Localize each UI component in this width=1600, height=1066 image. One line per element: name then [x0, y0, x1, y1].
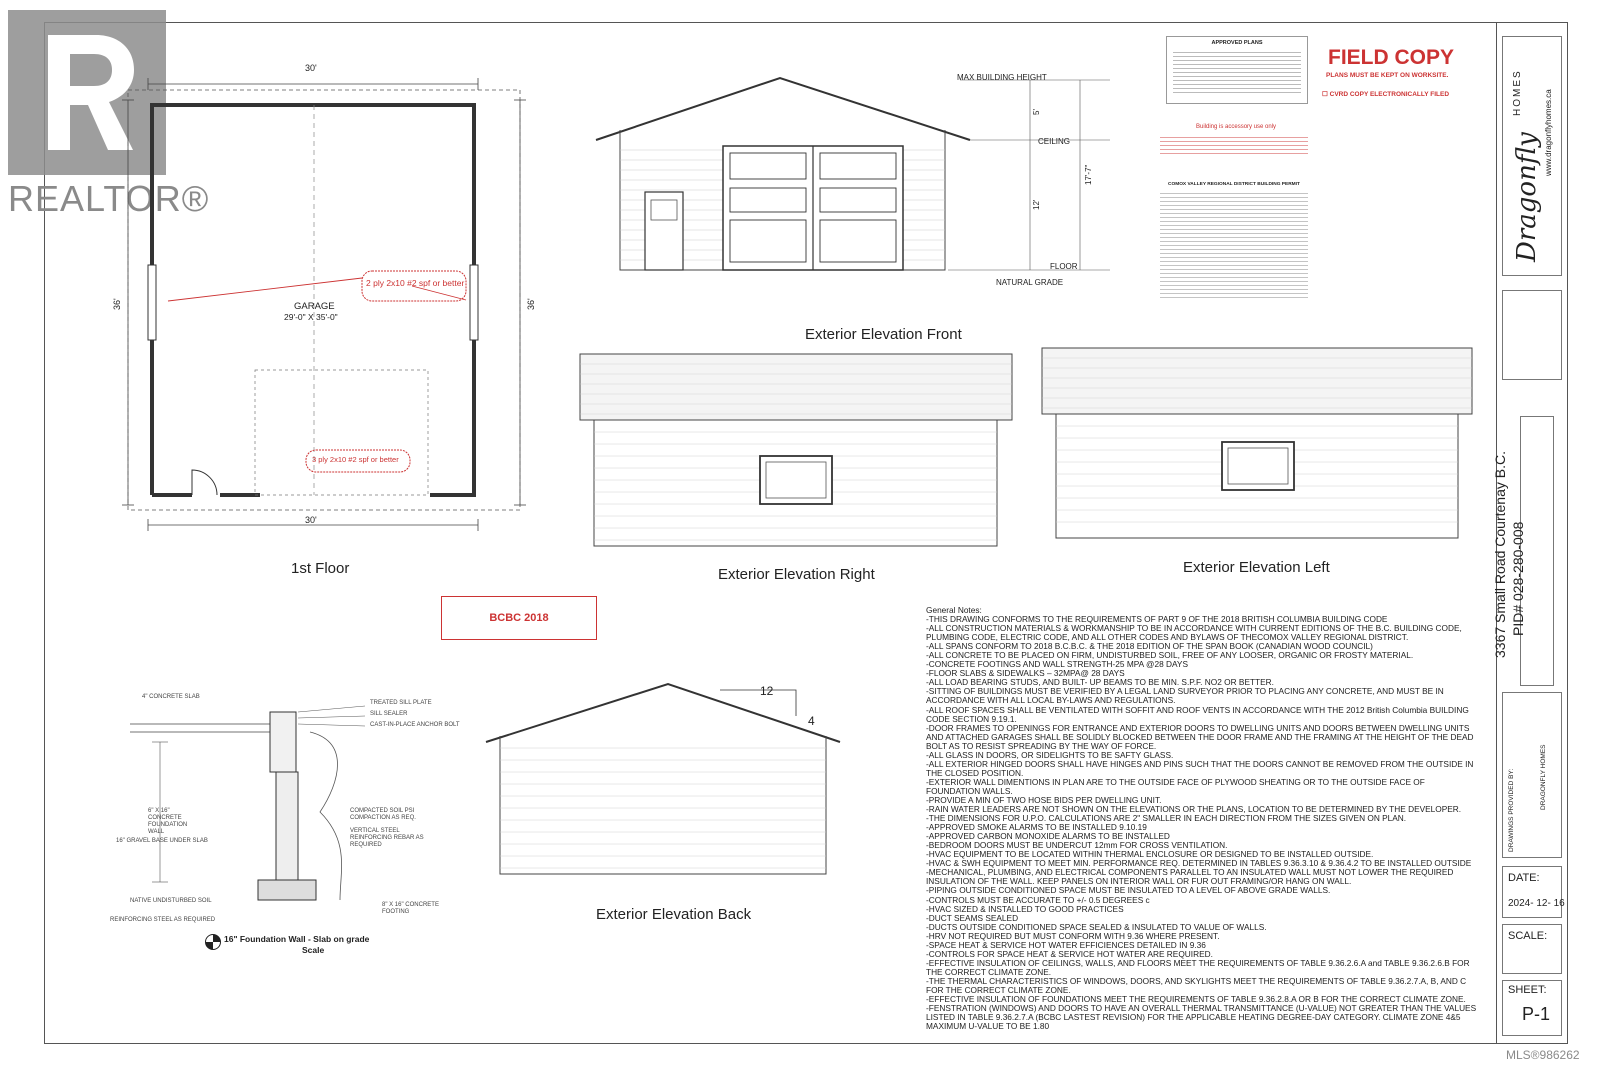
code-badge: BCBC 2018 — [441, 596, 597, 640]
floor-dim-left: 36' — [112, 298, 122, 310]
label-footing: 8" X 16" CONCRETE FOOTING — [382, 902, 439, 915]
note-item: -HVAC & SWH EQUIPMENT TO MEET MIN. PERFORMANCE REQ. DETERMINED IN TABLES 9.36.3.10 & 9.36.4.2 TO BE INSTALLED OUTSIDE — [926, 858, 1472, 869]
company-logo: Dragonfly — [1512, 132, 1542, 262]
mls-number: MLS®986262 — [1506, 1048, 1580, 1062]
ceiling-label: CEILING — [1038, 137, 1071, 146]
beam-note-1: 2 ply 2x10 #2 spf or better — [366, 278, 465, 288]
label-compacted: COMPACTED SOIL PSI COMPACTION AS REQ. — [350, 808, 416, 821]
right-elevation-drawing — [578, 352, 1018, 552]
right-elevation-caption: Exterior Elevation Right — [718, 566, 875, 583]
note-item: -SPACE HEAT & SERVICE HOT WATER EFFICIENCES DETAILED IN 9.36 — [926, 939, 1206, 950]
label-sill-sealer: SILL SEALER — [370, 711, 408, 717]
note-item: -ALL CONCRETE TO BE PLACED ON FIRM, UNDISTURBED SOIL, FREE OF ANY LOOSER, ORGANIC OR FROSTY MATERIAL. — [926, 650, 1414, 661]
foundation-scale: Scale — [302, 945, 325, 955]
note-item: -APPROVED CARBON MONOXIDE ALARMS TO BE INSTALLED — [926, 831, 1170, 842]
general-notes — [926, 606, 1478, 1031]
realtor-brand-text: REALTOR® — [8, 178, 210, 219]
note-item: -CONTROLS FOR SPACE HEAT & SERVICE HOT WATER ARE REQUIRED. — [926, 948, 1213, 959]
note-item: -DUCTS OUTSIDE CONDITIONED SPACE SEALED & INSULATED TO VALUE OF WALLS. — [926, 921, 1267, 932]
note-item: -THE THERMAL CHARACTERISTICS OF WINDOWS, DOORS, AND SKYLIGHTS MEET THE REQUIREMENTS OF TABLE 9.36.2.7.A, B, AND C FOR THE CORRECT CLIMATE ZONE. — [926, 975, 1467, 995]
note-item: -ALL EXTERIOR HINGED DOORS SHALL HAVE HINGES AND PINS SUCH THAT THE DOORS CANNOT BE REMOVED FROM THE OUTSIDE IN THE CLOSED POSITION. — [926, 758, 1474, 778]
front-elevation-caption: Exterior Elevation Front — [805, 326, 962, 343]
dim-total: 17'-7" — [1084, 164, 1093, 185]
company-website: www.dragonflyhomes.ca — [1544, 89, 1553, 176]
note-item: -HVAC SIZED & INSTALLED TO GOOD PRACTICES — [926, 903, 1124, 914]
back-elevation-caption: Exterior Elevation Back — [596, 906, 752, 923]
company-logo-sub: HOMES — [1512, 69, 1523, 116]
room-name: GARAGE — [294, 301, 335, 312]
blank-cell — [1502, 290, 1562, 380]
note-item: -ALL CONSTRUCTION MATERIALS & WORKMANSHIP TO BE IN ACCORDANCE WITH CURRENT EDITIONS OF THE B.C. BUILDING CODE, PLUMBING CODE, ELECTRIC CODE, AND ALL OTHER CODES AND BYLAWS OF THECOMOX VALLEY REGIONAL DISTRICT. — [926, 623, 1462, 643]
note-item: -DOOR FRAMES TO OPENINGS FOR ENTRANCE AND EXTERIOR DOORS TO DWELLING UNITS AND DOORS BETWEEN DWELLING UNITS AND ATTACHED GARAGES SHALL BE SOLIDLY BLOCKED BETWEEN THE DOOR FRAME AND THE FRAMING AT THE HEIGHT OF THE DEAD BOLT AS TO RESIST SPREADING BY THE WAY OF FORCE. — [926, 722, 1474, 751]
note-item: -THE DIMENSIONS FOR U.P.O. CALCULATIONS ARE 2" SMALLER IN EACH DIRECTION FROM THE SIZES GIVEN ON PLAN. — [926, 813, 1407, 824]
front-elevation-drawing — [590, 70, 1110, 290]
permit-title: COMOX VALLEY REGIONAL DISTRICT BUILDING PERMIT — [1168, 182, 1300, 187]
permit-text-block — [1160, 190, 1308, 298]
accessory-note: Building is accessory use only — [1196, 124, 1277, 130]
note-item: -HVAC EQUIPMENT TO BE LOCATED WITHIN THERMAL ENCLOSURE OR DESIGNED TO BE INSTALLED OUTSIDE. — [926, 849, 1374, 860]
label-vertical-steel: VERTICAL STEEL REINFORCING REBAR AS REQUIRED — [350, 828, 424, 848]
label-slab: 4" CONCRETE SLAB — [142, 694, 200, 700]
note-item: -DUCT SEAMS SEALED — [926, 912, 1019, 923]
floor-dim-right: 36' — [526, 298, 536, 310]
note-item: -SITTING OF BUILDINGS MUST BE VERIFIED BY A LEGAL LAND SURVEYOR PRIOR TO PLACING ANY CONCRETE, AND MUST BE IN ACCORDANCE WITH ALL LOCAL BY-LAWS AND REGULATIONS. — [926, 686, 1444, 706]
dim-12: 12' — [1032, 199, 1041, 210]
note-item: -ALL SPANS CONFORM TO 2018 B.C.B.C. & THE 2018 EDITION OF THE SPAN BOOK (CANADIAN WOOD COUNCIL) — [926, 641, 1373, 652]
field-copy-sub: PLANS MUST BE KEPT ON WORKSITE. — [1326, 72, 1449, 79]
foundation-title: 16" Foundation Wall - Slab on grade — [224, 934, 370, 944]
date-label: DATE: — [1508, 872, 1540, 884]
drawings-by-label: DRAWINGS PROVIDED BY: — [1508, 768, 1515, 852]
note-item: -RAIN WATER LEADERS ARE NOT SHOWN ON THE ELEVATIONS OR THE PLANS, LOCATION TO BE DETERMINED BY THE DEVELOPER. — [926, 804, 1462, 815]
label-sill-plate: TREATED SILL PLATE — [370, 700, 432, 706]
sheet-label: SHEET: — [1508, 984, 1547, 996]
label-native-soil: NATIVE UNDISTURBED SOIL — [130, 898, 212, 904]
floor-dim-bottom: 30' — [305, 515, 317, 525]
sheet-value: P-1 — [1522, 1004, 1551, 1024]
floor-label: FLOOR — [1050, 262, 1078, 271]
note-item: -BEDROOM DOORS MUST BE UNDERCUT 12mm FOR CROSS VENTILATION. — [926, 840, 1228, 851]
label-anchor: CAST-IN-PLACE ANCHOR BOLT — [370, 722, 460, 728]
approved-plans-stamp — [1166, 36, 1308, 104]
date-value: 2024- 12- 16 — [1508, 898, 1565, 909]
note-item: -ALL GLASS IN DOORS, OR SIDELIGHTS TO BE SAFTY GLASS. — [926, 749, 1174, 760]
note-item: -MECHANICAL, PLUMBING, AND ELECTRICAL COMPONENTS PARALLEL TO AN INSULATED WALL MUST NOT LOWER THE REQUIRED INSULATION OF THE WALL. KEEP PANELS ON INTERIOR WALL OR FUR OUT FRAMING/OR HANG ON WALL. — [926, 867, 1454, 887]
note-item: -CONTROLS MUST BE ACCURATE TO +/- 0.5 DEGREES c — [926, 894, 1150, 905]
note-item: -EXTERIOR WALL DIMENTIONS IN PLAN ARE TO THE OUTSIDE FACE OF PLYWOOD SHEATING OR TO THE OUTSIDE FACE OF FOUNDATION WALLS. — [926, 776, 1425, 796]
left-elevation-caption: Exterior Elevation Left — [1183, 559, 1330, 576]
label-foundation-wall: 6" X 16" CONCRETE FOUNDATION WALL — [148, 808, 188, 835]
drawings-by-value: DRAGONFLY HOMES — [1540, 744, 1547, 810]
pitch-run: 12 — [760, 684, 774, 698]
dim-5: 5' — [1032, 109, 1041, 115]
left-elevation-drawing — [1040, 346, 1480, 546]
note-item: -HRV NOT REQUIRED BUT MUST CONFORM WITH 9.36 WHERE PRESENT. — [926, 930, 1220, 941]
label-gravel: 16" GRAVEL BASE UNDER SLAB — [116, 838, 208, 844]
project-address: 3367 Small Road Courtenay B.C. — [1492, 451, 1508, 658]
note-item: -ALL LOAD BEARING STUDS, AND BUILT- UP BEAMS TO BE MIN. S.P.F. NO2 OR BETTER. — [926, 677, 1274, 688]
note-item: -PIPING OUTSIDE CONDITIONED SPACE MUST BE INSULATED TO A LEVEL OF ABOVE GRADE WALLS. — [926, 885, 1331, 896]
cvrd-checkbox: ☐ CVRD COPY ELECTRONICALLY FILED — [1322, 91, 1450, 98]
accessory-text-block — [1160, 134, 1308, 156]
note-item: -EFFECTIVE INSULATION OF CEILINGS, WALLS, AND FLOORS MEET THE REQUIREMENTS OF TABLE 9.36.2.6.A and TABLE 9.36.2.6.B FOR THE CORRECT CLIMATE ZONE. — [926, 957, 1470, 977]
note-item: -APPROVED SMOKE ALARMS TO BE INSTALLED 9.10.19 — [926, 822, 1147, 833]
back-elevation-drawing — [480, 676, 860, 880]
pitch-rise: 4 — [808, 714, 815, 728]
beam-note-2: 3 ply 2x10 #2 spf or better — [312, 455, 399, 464]
note-item: -EFFECTIVE INSULATION OF FOUNDATIONS MEET THE REQUIREMENTS OF TABLE 9.36.2.8.A OR B FOR THE CORRECT CLIMATE ZONE. — [926, 994, 1466, 1005]
approved-title: APPROVED PLANS — [1211, 40, 1263, 46]
grade-label: NATURAL GRADE — [996, 278, 1064, 287]
general-notes-heading: General Notes: — [926, 605, 982, 615]
note-item: -PROVIDE A MIN OF TWO HOSE BIDS PER DWELLING UNIT. — [926, 794, 1162, 805]
note-item: -THIS DRAWING CONFORMS TO THE REQUIREMENTS OF PART 9 OF THE 2018 BRITISH COLUMBIA BUILDING CODE — [926, 614, 1388, 625]
note-item: -FLOOR SLABS & SIDEWALKS – 32MPA@ 28 DAYS — [926, 668, 1125, 679]
room-size: 29'-0" X 35'-0" — [284, 312, 338, 322]
project-pid: PID# 028-280-008 — [1510, 521, 1526, 636]
note-item: -CONCRETE FOOTINGS AND WALL STRENGTH-25 MPA @28 DAYS — [926, 659, 1188, 670]
section-marker-icon — [205, 934, 221, 950]
floor-plan-caption: 1st Floor — [291, 560, 350, 577]
field-copy-title: FIELD COPY — [1328, 46, 1455, 69]
max-height-label: MAX BUILDING HEIGHT — [957, 73, 1047, 82]
note-item: -FENSTRATION (WINDOWS) AND DOORS TO HAVE AN OVERALL THERMAL TRANSMITTANCE (U-VALUE) NOT GREATER THAN THE VALUES LISTED IN TABLE 9.36.2.7.A (BCBC LASTEST REVISION) FOR THE APPLICABLE HEATING DEGREE-DAY CATEGORY. CLIMATE ZONE 4&5 MAXIMUM U-VALUE TO BE 1.80 — [926, 1003, 1477, 1032]
note-item: -ALL ROOF SPACES SHALL BE VENTILATED WITH SOFFIT AND ROOF VENTS IN ACCORDANCE WITH THE 2012 British Columbia BUILDING CODE SECTION 9.19.1. — [926, 704, 1469, 724]
scale-label: SCALE: — [1508, 930, 1548, 942]
floor-dim-top: 30' — [305, 63, 317, 73]
label-reinforcing: REINFORCING STEEL AS REQUIRED — [110, 917, 216, 923]
approved-text-block — [1173, 49, 1301, 95]
